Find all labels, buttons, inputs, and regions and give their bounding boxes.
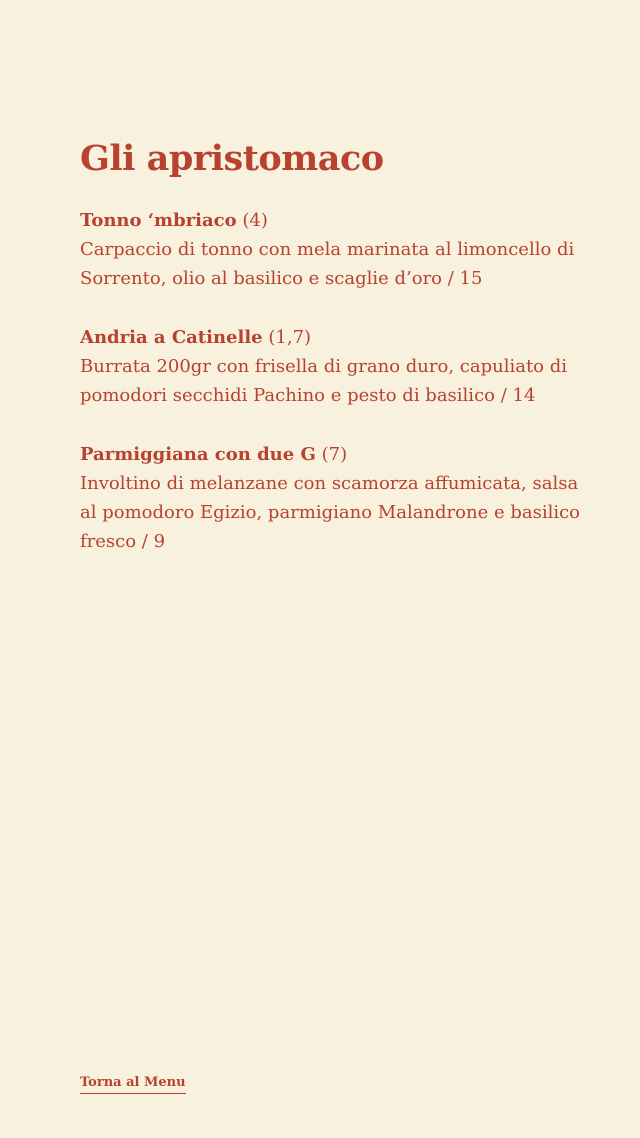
menu-item-name: Parmiggiana con due G: [80, 444, 316, 465]
menu-item-allergens: (4): [242, 210, 268, 231]
menu-item-header: [80, 323, 580, 352]
menu-item-header: [80, 440, 580, 469]
menu-item-description: Involtino di melanzane con scamorza affumicata, salsa al pomodoro Egizio, parmigiano Malandrone e basilico fresco / 9: [80, 473, 581, 552]
menu-item-name: Tonno ‘mbriaco: [80, 210, 237, 231]
menu-item-allergens: (7): [321, 444, 348, 465]
menu-item: [80, 323, 580, 410]
menu-item-description: Burrata 200gr con frisella di grano duro, capuliato di pomodori secchidi Pachino e pesto di basilico / 14: [80, 356, 568, 406]
menu-items-list: [80, 206, 580, 586]
menu-item: [80, 206, 580, 293]
menu-item-name: Andria a Catinelle: [80, 327, 263, 348]
back-to-menu-link[interactable]: Torna al Menu: [80, 1073, 186, 1094]
menu-item-description: Carpaccio di tonno con mela marinata al limoncello di Sorrento, olio al basilico e scaglie d’oro / 15: [80, 239, 575, 289]
section-title: Gli apristomaco: [80, 138, 384, 179]
menu-item: [80, 440, 580, 556]
menu-item-allergens: (1,7): [268, 327, 312, 348]
menu-item-header: [80, 206, 580, 235]
menu-page: [80, 0, 580, 1138]
